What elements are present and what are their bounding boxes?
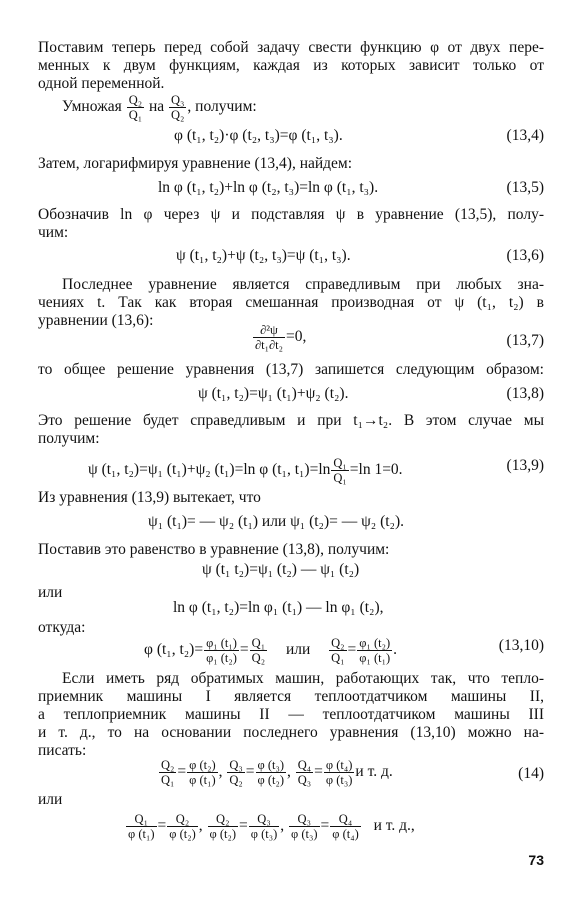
fraction xyxy=(296,758,313,787)
numerator: φ₁ (t₁) xyxy=(206,636,237,650)
numerator: Q₂ xyxy=(128,93,143,107)
numerator: Q₂ xyxy=(208,812,239,827)
numerator: Q₁ xyxy=(333,456,347,470)
text-span: Умножая xyxy=(62,98,122,116)
text-line: приемник машины I является теплоотдатчиком машины II, xyxy=(38,688,544,705)
denominator: φ (t₄) xyxy=(332,827,359,841)
numerator: Q₄ xyxy=(297,758,312,772)
text-line: Это решение будет справедливым и при t₁→t₂. В этом случае мы xyxy=(38,412,544,429)
numerator: Q₂ xyxy=(331,636,345,650)
denominator: φ (t₁) xyxy=(189,773,216,787)
denominator: ∂t₁∂t₂ xyxy=(255,338,284,352)
equation-tail: =0, xyxy=(286,328,307,346)
text-span: на xyxy=(148,98,165,116)
text-line: Если иметь ряд обратимых машин, работающих так, что тепло- xyxy=(62,670,544,687)
equation: ψ₁ (t₁)= — ψ₂ (t₁) или ψ₁ (t₂)= — ψ₂ (t₂). xyxy=(148,513,404,530)
numerator: Q₃ xyxy=(171,93,185,107)
text-line: писать: xyxy=(38,742,87,759)
text-line: получим: xyxy=(38,430,100,447)
text-line: то общее решение уравнения (13,7) запишется следующим образом: xyxy=(38,361,544,378)
denominator: Q₁ xyxy=(333,471,347,485)
text-span: и т. д. xyxy=(355,763,393,781)
text-line: Последнее уравнение является справедливым при любых зна- xyxy=(62,276,544,293)
numerator: Q₃ xyxy=(289,812,320,827)
equation: φ (t₁, t₂)·φ (t₂, t₃)=φ (t₁, t₃). xyxy=(174,127,343,144)
equation: $\frac{\text{Q₂}}{\text{Q₁}}$ = $\frac{\text{φ (t₂)}}{\text{φ (t₁)}}$ , $\frac{\text{Q₃}}{\text{Q₂}}$ = $\frac{\text{φ (t₃)}}{\text{φ (t₂)}}$ , $\frac{\text{Q₄}}{\text{Q₃}}$ = $\frac{\text{φ (t₄)}}{\text{φ (t₃)}}$ и т. д. xyxy=(161,758,393,787)
fraction xyxy=(208,812,239,841)
denominator: Q₁ xyxy=(161,773,175,787)
fraction xyxy=(204,636,239,665)
denominator: φ (t₃) xyxy=(250,827,278,841)
equation: ln φ (t₁, t₂)=ln φ₁ (t₁) — ln φ₁ (t₂), xyxy=(173,599,384,616)
fraction xyxy=(357,636,392,665)
fraction xyxy=(329,636,346,665)
numerator: ∂²ψ xyxy=(253,323,285,338)
equation-number: (13,5) xyxy=(506,179,544,196)
fraction xyxy=(167,812,198,841)
text-line: Поставив это равенство в уравнение (13,8), получим: xyxy=(38,541,390,558)
numerator: Q₁ xyxy=(251,636,266,650)
fraction xyxy=(324,758,355,787)
denominator: Q₂ xyxy=(171,108,185,122)
fraction xyxy=(331,456,348,485)
equation-part: ψ (t₁, t₂)=ψ₁ (t₁)+ψ₂ (t₁)=ln φ (t₁, t₁)=ln xyxy=(88,461,331,479)
numerator: φ (t₃) xyxy=(257,758,285,772)
text-line: или xyxy=(38,791,63,808)
denominator: φ (t₂) xyxy=(209,827,236,841)
fraction xyxy=(330,812,361,841)
text-span: или xyxy=(285,641,311,659)
fraction xyxy=(126,812,157,841)
equation-tail: =ln 1=0. xyxy=(349,461,403,479)
numerator: Q₂ xyxy=(161,758,175,772)
numerator: Q₃ xyxy=(249,812,280,827)
denominator: φ (t₂) xyxy=(169,827,196,841)
equation: ψ (t₁, t₂)=ψ₁ (t₁)+ψ₂ (t₂). xyxy=(198,385,349,402)
fraction xyxy=(187,758,218,787)
equation-number: (13,8) xyxy=(506,385,544,402)
denominator: Q₂ xyxy=(229,773,243,787)
denominator: φ (t₂) xyxy=(257,773,285,787)
equation xyxy=(88,456,403,485)
text-line: чим: xyxy=(38,224,69,241)
denominator: φ (t₃) xyxy=(325,773,353,787)
multiply-line xyxy=(62,93,257,122)
text-line: уравнении (13,6): xyxy=(38,312,154,329)
equation-number: (13,7) xyxy=(506,332,544,349)
equation xyxy=(252,323,306,352)
text-span: , получим: xyxy=(187,98,257,116)
text-line: Из уравнения (13,9) вытекает, что xyxy=(38,489,261,506)
denominator: φ (t₃) xyxy=(291,827,318,841)
text-span: и т. д., xyxy=(373,817,415,835)
text-line: или xyxy=(38,584,63,601)
fraction xyxy=(227,758,244,787)
equation: ψ (t₁ t₂)=ψ₁ (t₂) — ψ₁ (t₂) xyxy=(202,561,360,578)
numerator: φ₁ (t₂) xyxy=(359,636,391,650)
numerator: Q₁ xyxy=(126,812,157,827)
equation: ln φ (t₁, t₂)+ln φ (t₂, t₃)=ln φ (t₁, t₃). xyxy=(158,179,379,196)
numerator: Q₄ xyxy=(330,812,361,827)
text-line: менных к двум функциям, каждая из которых зависит только от xyxy=(38,57,544,74)
equation: ψ (t₁, t₂)+ψ (t₂, t₃)=ψ (t₁, t₃). xyxy=(176,247,351,264)
numerator: Q₂ xyxy=(167,812,198,827)
text-line: чениях t. Так как вторая смешанная производная от ψ (t₁, t₂) в xyxy=(38,294,544,311)
denominator: Q₂ xyxy=(251,651,266,665)
equation-number: (13,4) xyxy=(506,127,544,144)
denominator: Q₃ xyxy=(297,773,312,787)
equation: $\frac{\text{Q₁}}{\text{φ (t₁)}}$ = $\frac{\text{Q₂}}{\text{φ (t₂)}}$ , $\frac{\text{Q₂}}{\text{φ (t₂)}}$ = $\frac{\text{Q₃}}{\text{φ (t₃)}}$ , $\frac{\text{Q₃}}{\text{φ (t₃)}}$ = $\frac{\text{Q₄}}{\text{φ (t₄)}}$ и т. д., xyxy=(128,812,415,841)
numerator: φ (t₂) xyxy=(189,758,216,772)
fraction xyxy=(250,636,267,665)
text-line: а теплоприемник машины II — теплоотдатчиком машины III xyxy=(38,706,544,723)
fraction xyxy=(289,812,320,841)
text-line: Поставим теперь перед собой задачу свести функцию φ от двух пере- xyxy=(38,39,544,56)
equation-number: (13,9) xyxy=(506,457,544,474)
text-line: откуда: xyxy=(38,619,86,636)
numerator: φ (t₄) xyxy=(325,758,353,772)
text-line: и т. д., то на основании последнего уравнения (13,10) можно на- xyxy=(38,724,544,741)
denominator: φ₁ (t₂) xyxy=(206,651,237,665)
fraction xyxy=(127,93,144,122)
fraction xyxy=(159,758,176,787)
equation-part: φ (t₁, t₂)= xyxy=(144,641,204,659)
denominator: φ (t₁) xyxy=(128,827,155,841)
denominator: φ₁ (t₁) xyxy=(359,651,391,665)
fraction xyxy=(253,323,285,352)
fraction xyxy=(256,758,287,787)
equation-number: (13,6) xyxy=(506,247,544,264)
text-line: Обозначив ln φ через ψ и подставляя ψ в уравнение (13,5), полу- xyxy=(38,206,544,223)
equation-number: (13,10) xyxy=(498,637,544,654)
text-line: Затем, логарифмируя уравнение (13,4), найдем: xyxy=(38,155,353,172)
equation-number: (14) xyxy=(518,765,544,782)
equation: φ (t₁, t₂)= $\frac{\text{φ₁ (t₁)}}{\text{φ₁ (t₂)}}$ = $\frac{\text{Q₁}}{\text{Q₂}}$ или $\frac{\text{Q₂}}{\text{Q₁}}$ = $\frac{\text{φ₁ (t₂)}}{\text{φ₁ (t₁)}}$ . xyxy=(144,636,398,665)
fraction xyxy=(169,93,186,122)
page-number: 73 xyxy=(528,852,544,868)
numerator: Q₃ xyxy=(229,758,243,772)
denominator: Q₁ xyxy=(331,651,345,665)
text-line: одной переменной. xyxy=(38,75,165,92)
denominator: Q₁ xyxy=(128,108,143,122)
fraction xyxy=(249,812,280,841)
